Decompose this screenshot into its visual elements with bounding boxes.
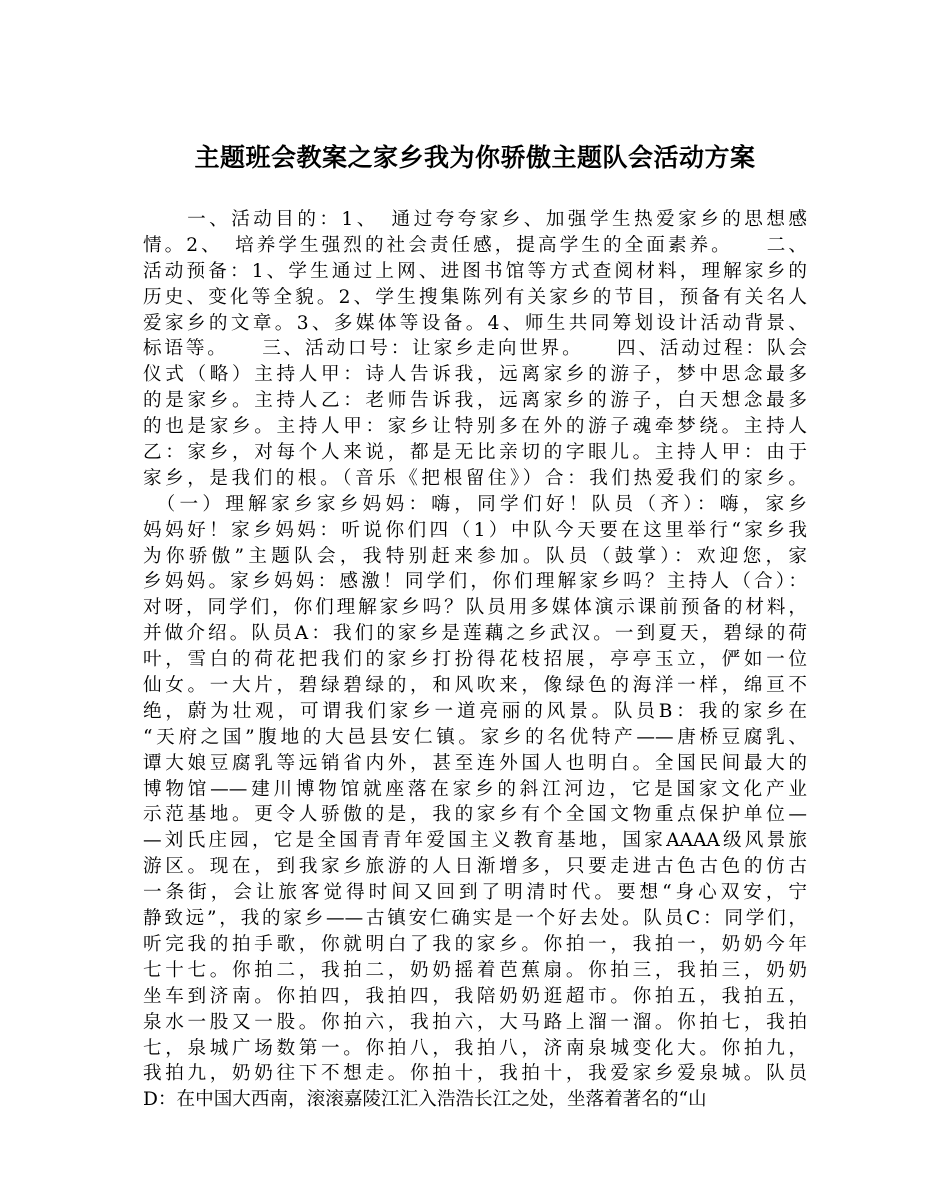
body-line: 情。2、 培养学生强烈的社会责任感，提高学生的全面素养。 二、 xyxy=(143,234,807,256)
body-line: —刘氏庄园，它是全国青青年爱国主义教育基地，国家AAAA级风景旅 xyxy=(143,830,807,852)
body-line: 妈妈好！家乡妈妈：听说你们四（1）中队今天要在这里举行“家乡我 xyxy=(143,519,807,541)
body-line: 家乡，是我们的根。（音乐《把根留住》）合：我们热爱我们的家乡。 xyxy=(143,467,807,489)
body-line: 静致远”，我的家乡——古镇安仁确实是一个好去处。队员C：同学们， xyxy=(143,908,807,930)
body-line: 听完我的拍手歌，你就明白了我的家乡。你拍一，我拍一，奶奶今年 xyxy=(143,933,807,955)
body-line: 爱家乡的文章。3、多媒体等设备。4、师生共同筹划设计活动背景、 xyxy=(143,312,807,334)
body-line: D：在中国大西南，滚滚嘉陵江汇入浩浩长江之处，坐落着著名的“山 xyxy=(143,1089,707,1111)
body-line: 一、活动目的：1、 通过夸夸家乡、加强学生热爱家乡的思想感 xyxy=(143,209,807,230)
body-line: 七十七。你拍二，我拍二，奶奶摇着芭蕉扇。你拍三，我拍三，奶奶 xyxy=(143,959,807,981)
body-line: 我拍九，奶奶往下不想走。你拍十，我拍十，我爱家乡爱泉城。队员 xyxy=(143,1063,807,1085)
body-line: 乡妈妈。家乡妈妈：感激！同学们，你们理解家乡吗？主持人（合）： xyxy=(143,571,807,593)
body-line: 活动预备：1、学生通过上网、进图书馆等方式查阅材料，理解家乡的 xyxy=(143,260,807,282)
body-line: 为你骄傲”主题队会，我特别赶来参加。队员（鼓掌）：欢迎您，家 xyxy=(143,545,807,567)
body-line: 游区。现在，到我家乡旅游的人日渐增多，只要走进古色古色的仿古 xyxy=(143,856,807,878)
body-line: 坐车到济南。你拍四，我拍四，我陪奶奶逛超市。你拍五，我拍五， xyxy=(143,985,807,1007)
body-line: 乙：家乡，对每个人来说，都是无比亲切的字眼儿。主持人甲：由于 xyxy=(143,442,807,464)
document-body xyxy=(143,207,807,1113)
body-line: 谭大娘豆腐乳等远销省内外，甚至连外国人也明白。全国民间最大的 xyxy=(143,752,807,774)
body-line: 七，泉城广场数第一。你拍八，我拍八，济南泉城变化大。你拍九， xyxy=(143,1037,807,1059)
body-line: 的是家乡。主持人乙：老师告诉我，远离家乡的游子，白天想念最多 xyxy=(143,390,807,412)
body-line: 仙女。一大片，碧绿碧绿的，和风吹来，像绿色的海洋一样，绵亘不 xyxy=(143,675,807,697)
body-line: 对呀，同学们，你们理解家乡吗？队员用多媒体演示课前预备的材料， xyxy=(143,597,807,619)
body-line: 并做介绍。队员A：我们的家乡是莲藕之乡武汉。一到夏天，碧绿的荷 xyxy=(143,623,807,645)
body-line: 一条街，会让旅客觉得时间又回到了明清时代。要想“身心双安，宁 xyxy=(143,882,807,904)
body-line: （一）理解家乡家乡妈妈：嗨，同学们好！队员（齐）：嗨，家乡 xyxy=(143,493,807,515)
body-line: 仪式（略）主持人甲：诗人告诉我，远离家乡的游子，梦中思念最多 xyxy=(143,364,807,386)
body-line: 示范基地。更令人骄傲的是，我的家乡有个全国文物重点保护单位— xyxy=(143,804,807,826)
body-line: “天府之国”腹地的大邑县安仁镇。家乡的名优特产——唐桥豆腐乳、 xyxy=(143,726,807,748)
body-line: 标语等。 三、活动口号：让家乡走向世界。 四、活动过程：队会 xyxy=(143,338,807,360)
body-line: 博物馆——建川博物馆就座落在家乡的斜江河边，它是国家文化产业 xyxy=(143,778,807,800)
document-title: 主题班会教案之家乡我为你骄傲主题队会活动方案 xyxy=(194,143,756,172)
body-line: 泉水一股又一股。你拍六，我拍六，大马路上溜一溜。你拍七，我拍 xyxy=(143,1011,807,1033)
body-line: 叶，雪白的荷花把我们的家乡打扮得花枝招展，亭亭玉立，俨如一位 xyxy=(143,649,807,671)
body-line: 的也是家乡。主持人甲：家乡让特别多在外的游子魂牵梦绕。主持人 xyxy=(143,416,807,438)
body-line: 历史、变化等全貌。2、学生搜集陈列有关家乡的节目，预备有关名人 xyxy=(143,286,807,308)
body-line: 绝，蔚为壮观，可谓我们家乡一道亮丽的风景。队员B：我的家乡在 xyxy=(143,700,807,722)
